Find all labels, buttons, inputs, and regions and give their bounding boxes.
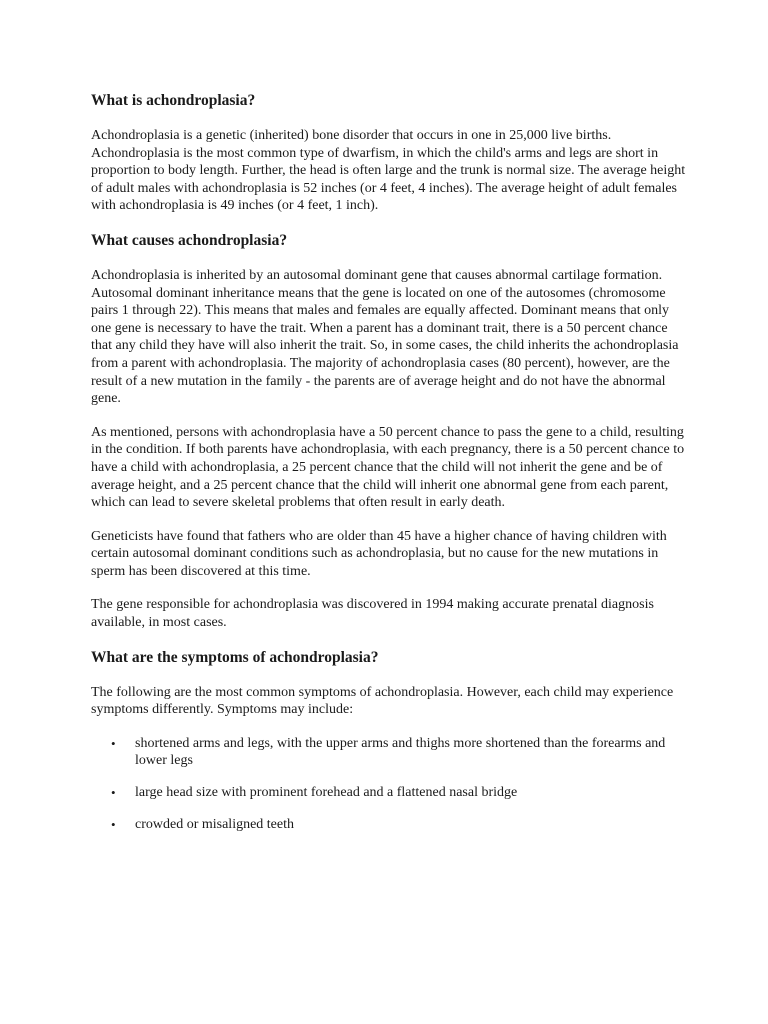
- paragraph-inheritance: Achondroplasia is inherited by an autosomal dominant gene that causes abnormal cartilage formation. Autosomal dominant inheritance means that the gene is located on one of the autosomes (chromosome pairs 1 through 22). This means that males and females are equally affected. Dominant means that only one gene is necessary to have the trait. When a parent has a dominant trait, there is a 50 percent chance that any child they have will also inherit the trait. So, in some cases, the child inherits the achondroplasia from a parent with achondroplasia. The majority of achondroplasia cases (80 percent), however, are the result of a new mutation in the family - the parents are of average height and do not have the abnormal gene.: [91, 267, 679, 407]
- symptoms-list: [91, 735, 691, 833]
- list-item-text: shortened arms and legs, with the upper arms and thighs more shortened than the forearms and lower legs: [135, 735, 666, 769]
- list-item: [91, 735, 691, 770]
- list-item: [91, 784, 691, 802]
- paragraph-definition: Achondroplasia is a genetic (inherited) bone disorder that occurs in one in 25,000 live births. Achondroplasia is the most common type of dwarfism, in which the child's arms and legs are short in proportion to body length. Further, the head is often large and the trunk is normal size. The average height of adult males with achondroplasia is 52 inches (or 4 feet, 4 inches). The average height of adult females with achondroplasia is 49 inches (or 4 feet, 1 inch).: [91, 128, 686, 214]
- heading-what-causes-achondroplasia: What causes achondroplasia?: [91, 231, 288, 249]
- paragraph-paternal-age: Geneticists have found that fathers who are older than 45 have a higher chance of having children with certain autosomal dominant conditions such as achondroplasia, but no cause for the new mutations in sperm has been discovered at this time.: [91, 528, 667, 579]
- paragraph-gene-discovery: The gene responsible for achondroplasia was discovered in 1994 making accurate prenatal diagnosis available, in most cases.: [91, 597, 654, 631]
- bullet-icon: •: [111, 735, 116, 751]
- heading-symptoms: What are the symptoms of achondroplasia?: [91, 648, 379, 666]
- list-item-text: large head size with prominent forehead and a flattened nasal bridge: [135, 785, 518, 801]
- list-item: [91, 816, 691, 834]
- bullet-icon: •: [111, 785, 116, 801]
- paragraph-transmission-chance: As mentioned, persons with achondroplasia have a 50 percent chance to pass the gene to a child, resulting in the condition. If both parents have achondroplasia, with each pregnancy, there is a 50 percent chance to have a child with achondroplasia, a 25 percent chance that the child will not inherit the gene and be of average height, and a 25 percent chance that the child will inherit one abnormal gene from each parent, which can lead to severe skeletal problems that often result in early death.: [91, 424, 685, 511]
- list-item-text: crowded or misaligned teeth: [135, 816, 295, 832]
- paragraph-symptoms-intro: The following are the most common symptoms of achondroplasia. However, each child may experience symptoms differently. Symptoms may include:: [91, 684, 674, 718]
- bullet-icon: •: [111, 816, 116, 832]
- heading-what-is-achondroplasia: What is achondroplasia?: [91, 92, 256, 109]
- document-page: [91, 91, 691, 847]
